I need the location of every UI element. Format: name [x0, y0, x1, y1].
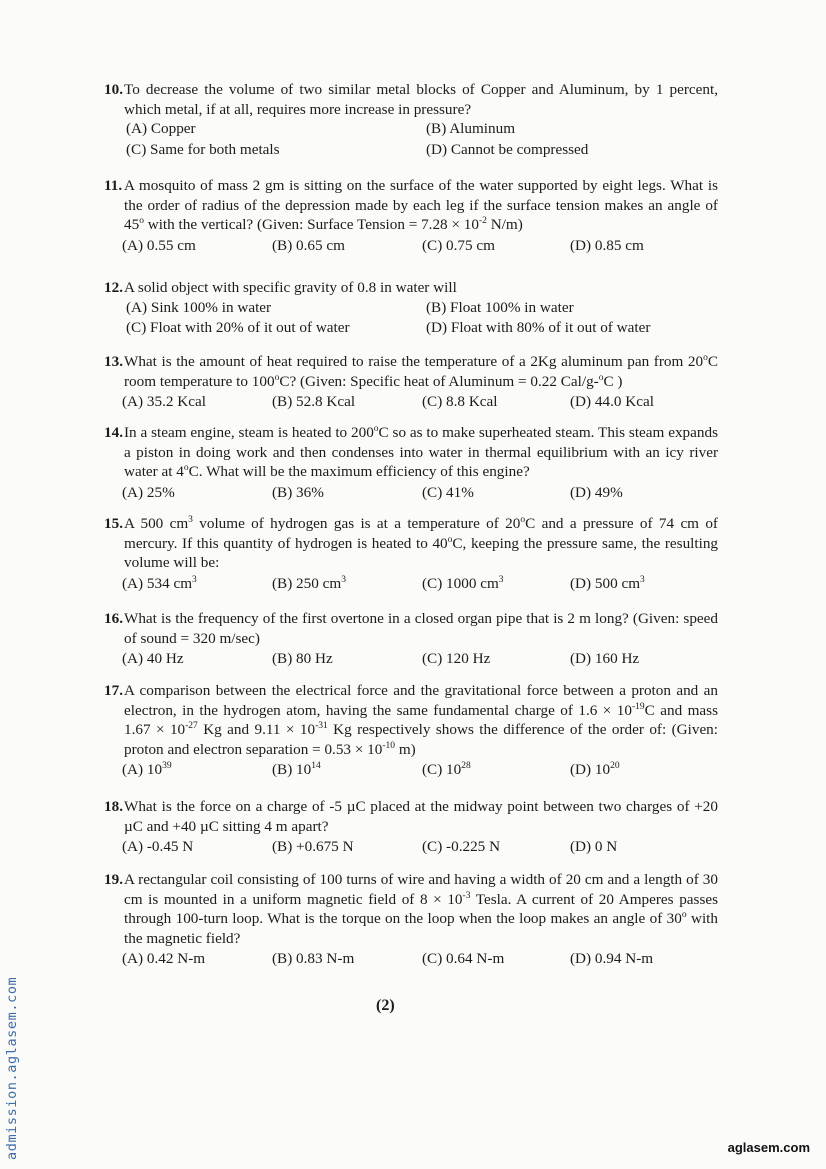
- option-a: (A) 35.2 Kcal: [122, 393, 206, 410]
- option-d: (D) 49%: [570, 483, 623, 501]
- option-b: (B) 80 Hz: [272, 650, 333, 667]
- question-number: 13.: [104, 353, 123, 370]
- option-c: (C) $10^{28}$: [422, 760, 471, 778]
- question-16: [104, 609, 718, 669]
- option-a: (A) 0.42 N-m: [122, 950, 206, 967]
- option-b: (B) $10^{14}$: [272, 760, 321, 778]
- option-d: (D) Float with 80% of it out of water: [426, 319, 651, 336]
- question-15: [104, 514, 718, 593]
- option-c: (C) 0.64 N-m: [422, 950, 505, 967]
- question-number: 18.: [104, 798, 123, 815]
- option-c: (C) -0.225 N: [422, 838, 501, 855]
- option-a: (A) Sink 100% in water: [126, 298, 272, 316]
- option-d: (D) 160 Hz: [570, 650, 640, 667]
- question-text: A comparison between the electrical force and the gravitational force between a proton and an electron, in the hydrogen atom, having the same fundamental charge of $1.6 \times 10^{-19}C$ and mass $1.67 \times 10^{-27}$ Kg and $9.11 \times 10^{-31}$ Kg respectively shows the difference of the order of: (Given: proton and electron separation = $0.53 \times 10^{-10}$ m): [124, 682, 718, 758]
- option-c: (C) Same for both metals: [126, 140, 280, 158]
- question-number: 12.: [104, 279, 123, 296]
- question-11: [104, 176, 718, 255]
- option-b: (B) 36%: [272, 483, 324, 501]
- option-a: (A) 25%: [122, 483, 175, 501]
- side-watermark: admission.aglasem.com: [4, 976, 20, 1160]
- question-number: 16.: [104, 610, 123, 627]
- option-a: (A) -0.45 N: [122, 838, 194, 855]
- option-a: (A) $10^{39}$: [122, 760, 172, 778]
- option-d: (D) 0 N: [570, 838, 618, 855]
- option-b: (B) 0.65 cm: [272, 236, 345, 254]
- option-a: (A) 534 $cm^3$: [122, 574, 197, 592]
- question-text: What is the amount of heat required to raise the temperature of a 2Kg aluminum pan from 20$^o$C room temperature to 100$^o$C? (Given: Specific heat of Aluminum = 0.22 Cal/g-$^o$C ): [124, 352, 718, 390]
- option-c: (C) Float with 20% of it out of water: [126, 319, 350, 336]
- question-number: 11.: [104, 177, 123, 194]
- option-d: (D) $10^{20}$: [570, 760, 620, 778]
- question-number: 10.: [104, 81, 123, 98]
- question-text: A solid object with specific gravity of 0.8 in water will: [124, 279, 457, 296]
- question-number: 15.: [104, 515, 123, 532]
- option-b: (B) Aluminum: [426, 120, 516, 137]
- option-a: (A) Copper: [126, 120, 196, 137]
- option-b: (B) +0.675 N: [272, 838, 354, 855]
- question-text: A 500 $cm^3$ volume of hydrogen gas is at a temperature of 20$^o$C and a pressure of 74 cm of mercury. If this quantity of hydrogen is heated to 40$^o$C, keeping the pressure same, the resulting volume will be:: [124, 514, 719, 571]
- question-number: 17.: [104, 682, 123, 699]
- option-d: (D) Cannot be compressed: [426, 140, 589, 158]
- option-a: (A) 0.55 cm: [122, 236, 196, 254]
- question-text: A rectangular coil consisting of 100 turns of wire and having a width of 20 cm and a length of 30 cm is mounted in a uniform magnetic field of $8 \times 10^{-3}$ Tesla. A current of 20 Amperes passes through 100-turn loop. What is the torque on the loop when the loop makes an angle of 30$^o$ with the magnetic field?: [124, 871, 719, 947]
- question-number: 19.: [104, 871, 123, 888]
- option-d: (D) 44.0 Kcal: [570, 393, 654, 410]
- option-c: (C) 120 Hz: [422, 650, 491, 667]
- question-13: [104, 352, 718, 412]
- question-text: A mosquito of mass 2 gm is sitting on the surface of the water supported by eight legs. What is the order of radius of the depression made by each leg if the surface tension makes an angle of 45$^o$ with the vertical? (Given: Surface Tension = $7.28 \times 10^{-2}$ N/m): [124, 177, 718, 233]
- question-text: In a steam engine, steam is heated to 200$^o$C so as to make superheated steam. This steam expands a piston in doing work and then condenses into water in thermal equilibrium with an icy river water at 4$^o$C. What will be the maximum efficiency of this engine?: [124, 423, 718, 480]
- option-b: (B) Float 100% in water: [426, 298, 574, 316]
- option-b: (B) 0.83 N-m: [272, 950, 355, 967]
- corner-watermark: aglasem.com: [727, 1140, 810, 1155]
- option-a: (A) 40 Hz: [122, 650, 184, 667]
- question-text: What is the frequency of the first overtone in a closed organ pipe that is 2 m long? (Given: speed of sound = 320 m/sec): [124, 610, 718, 647]
- question-text: To decrease the volume of two similar metal blocks of Copper and Aluminum, by 1 percent, which metal, if at all, requires more increase in pressure?: [124, 81, 718, 118]
- question-18: [104, 797, 718, 857]
- option-d: (D) 0.85 cm: [570, 236, 644, 254]
- option-c: (C) 1000 $cm^3$: [422, 574, 504, 592]
- option-c: (C) 0.75 cm: [422, 236, 495, 254]
- question-12: [104, 278, 718, 338]
- question-19: [104, 870, 718, 969]
- page-number: (2): [376, 997, 395, 1014]
- question-text: What is the force on a charge of -5 µC placed at the midway point between two charges of +20 µC and +40 µC sitting 4 m apart?: [124, 798, 718, 835]
- question-14: [104, 423, 718, 502]
- question-number: 14.: [104, 424, 123, 441]
- option-d: (D) 0.94 N-m: [570, 950, 654, 967]
- option-b: (B) 250 $cm^3$: [272, 574, 346, 592]
- option-c: (C) 41%: [422, 483, 474, 501]
- option-d: (D) 500 $cm^3$: [570, 574, 645, 592]
- question-17: [104, 681, 718, 780]
- question-10: [104, 80, 718, 159]
- option-b: (B) 52.8 Kcal: [272, 393, 356, 410]
- option-c: (C) 8.8 Kcal: [422, 393, 498, 410]
